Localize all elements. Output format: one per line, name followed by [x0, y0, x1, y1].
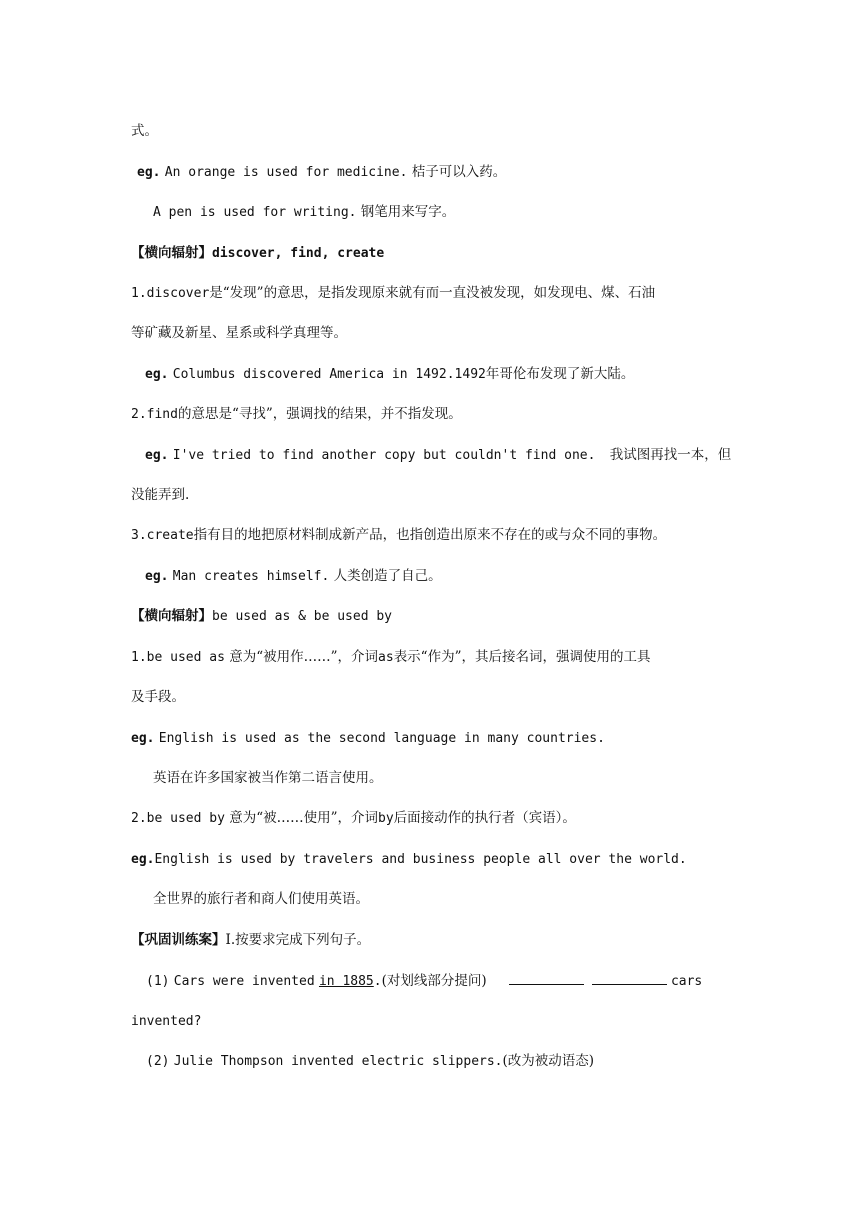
eg-label: eg. — [137, 165, 161, 180]
text-line: 没能弄到. — [131, 487, 190, 503]
underlined-part: in 1885 — [318, 974, 374, 989]
heading-bracket: 【横向辐射】 — [131, 245, 212, 261]
example-en: English is used as the second language in many countries. — [158, 731, 605, 746]
section-heading — [131, 243, 860, 264]
text-line: 2.be used by 意为“被……使用”，介词by后面接动作的执行者（宾语）。 — [131, 810, 576, 826]
example-line — [137, 162, 860, 183]
example-line — [145, 445, 860, 466]
text-line: 1.discover是“发现”的意思，是指发现原来就有而一直没被发现，如发现电、煤、石油 — [131, 285, 656, 301]
heading-text: I.按要求完成下列句子。 — [225, 932, 371, 948]
example-en: Man creates himself. — [172, 569, 330, 584]
heading-text: discover, find, create — [212, 246, 385, 261]
example-zh: 钢笔用来写字。 — [360, 204, 456, 220]
exercise-item: (1) Cars were invented in 1885.(对划线部分提问) cars — [146, 970, 860, 992]
example-en: A pen is used for writing. — [153, 205, 357, 220]
answer-blank[interactable] — [509, 970, 584, 985]
text-line: 英语在许多国家被当作第二语言使用。 — [153, 770, 383, 786]
example-en: I've tried to find another copy but couldn't find one. — [172, 448, 596, 463]
text-line: 全世界的旅行者和商人们使用英语。 — [153, 891, 369, 907]
eg-label: eg. — [145, 448, 169, 463]
eg-label: eg. — [145, 367, 169, 382]
heading-bracket: 【巩固训练案】 — [131, 932, 226, 948]
example-zh: 桔子可以入药。 — [411, 164, 507, 180]
heading-bracket: 【横向辐射】 — [131, 608, 212, 624]
text-line: 3.create指有目的地把原材料制成新产品，也指创造出原来不存在的或与众不同的事物。 — [131, 527, 667, 543]
example-en: Columbus discovered America in 1492.1492 — [172, 367, 486, 382]
text-line: 等矿藏及新星、星系或科学真理等。 — [131, 325, 347, 341]
example-zh: 年哥伦布发现了新大陆。 — [485, 366, 635, 382]
item-number: (1) — [146, 974, 170, 989]
exercise-item: (2) Julie Thompson invented electric slippers.(改为被动语态) — [146, 1053, 595, 1069]
eg-label: eg. — [131, 852, 155, 867]
example-line — [153, 202, 860, 223]
example-en: English is used by travelers and business people all over the world. — [154, 852, 687, 867]
text-line: invented? — [131, 1014, 202, 1029]
example-en: An orange is used for medicine. — [164, 165, 408, 180]
eg-label: eg. — [131, 731, 155, 746]
answer-blank[interactable] — [592, 970, 667, 985]
heading-text: be used as & be used by — [212, 609, 393, 624]
text-line: 及手段。 — [131, 689, 185, 705]
example-line — [131, 728, 860, 749]
example-zh: 我试图再找一本，但 — [609, 447, 732, 463]
section-heading — [131, 930, 860, 950]
text-line: 2.find的意思是“寻找”，强调找的结果，并不指发现。 — [131, 406, 462, 422]
example-line — [145, 364, 860, 385]
example-zh: 人类创造了自己。 — [333, 568, 442, 584]
item-number: (2) — [146, 1054, 170, 1069]
eg-label: eg. — [145, 569, 169, 584]
example-line — [131, 849, 860, 870]
example-line — [145, 566, 860, 587]
section-heading — [131, 606, 860, 627]
text-line: 式。 — [131, 123, 158, 139]
text-line: 1.be used as 意为“被用作……”，介词as表示“作为”，其后接名词，强调使用的工具 — [131, 649, 651, 665]
